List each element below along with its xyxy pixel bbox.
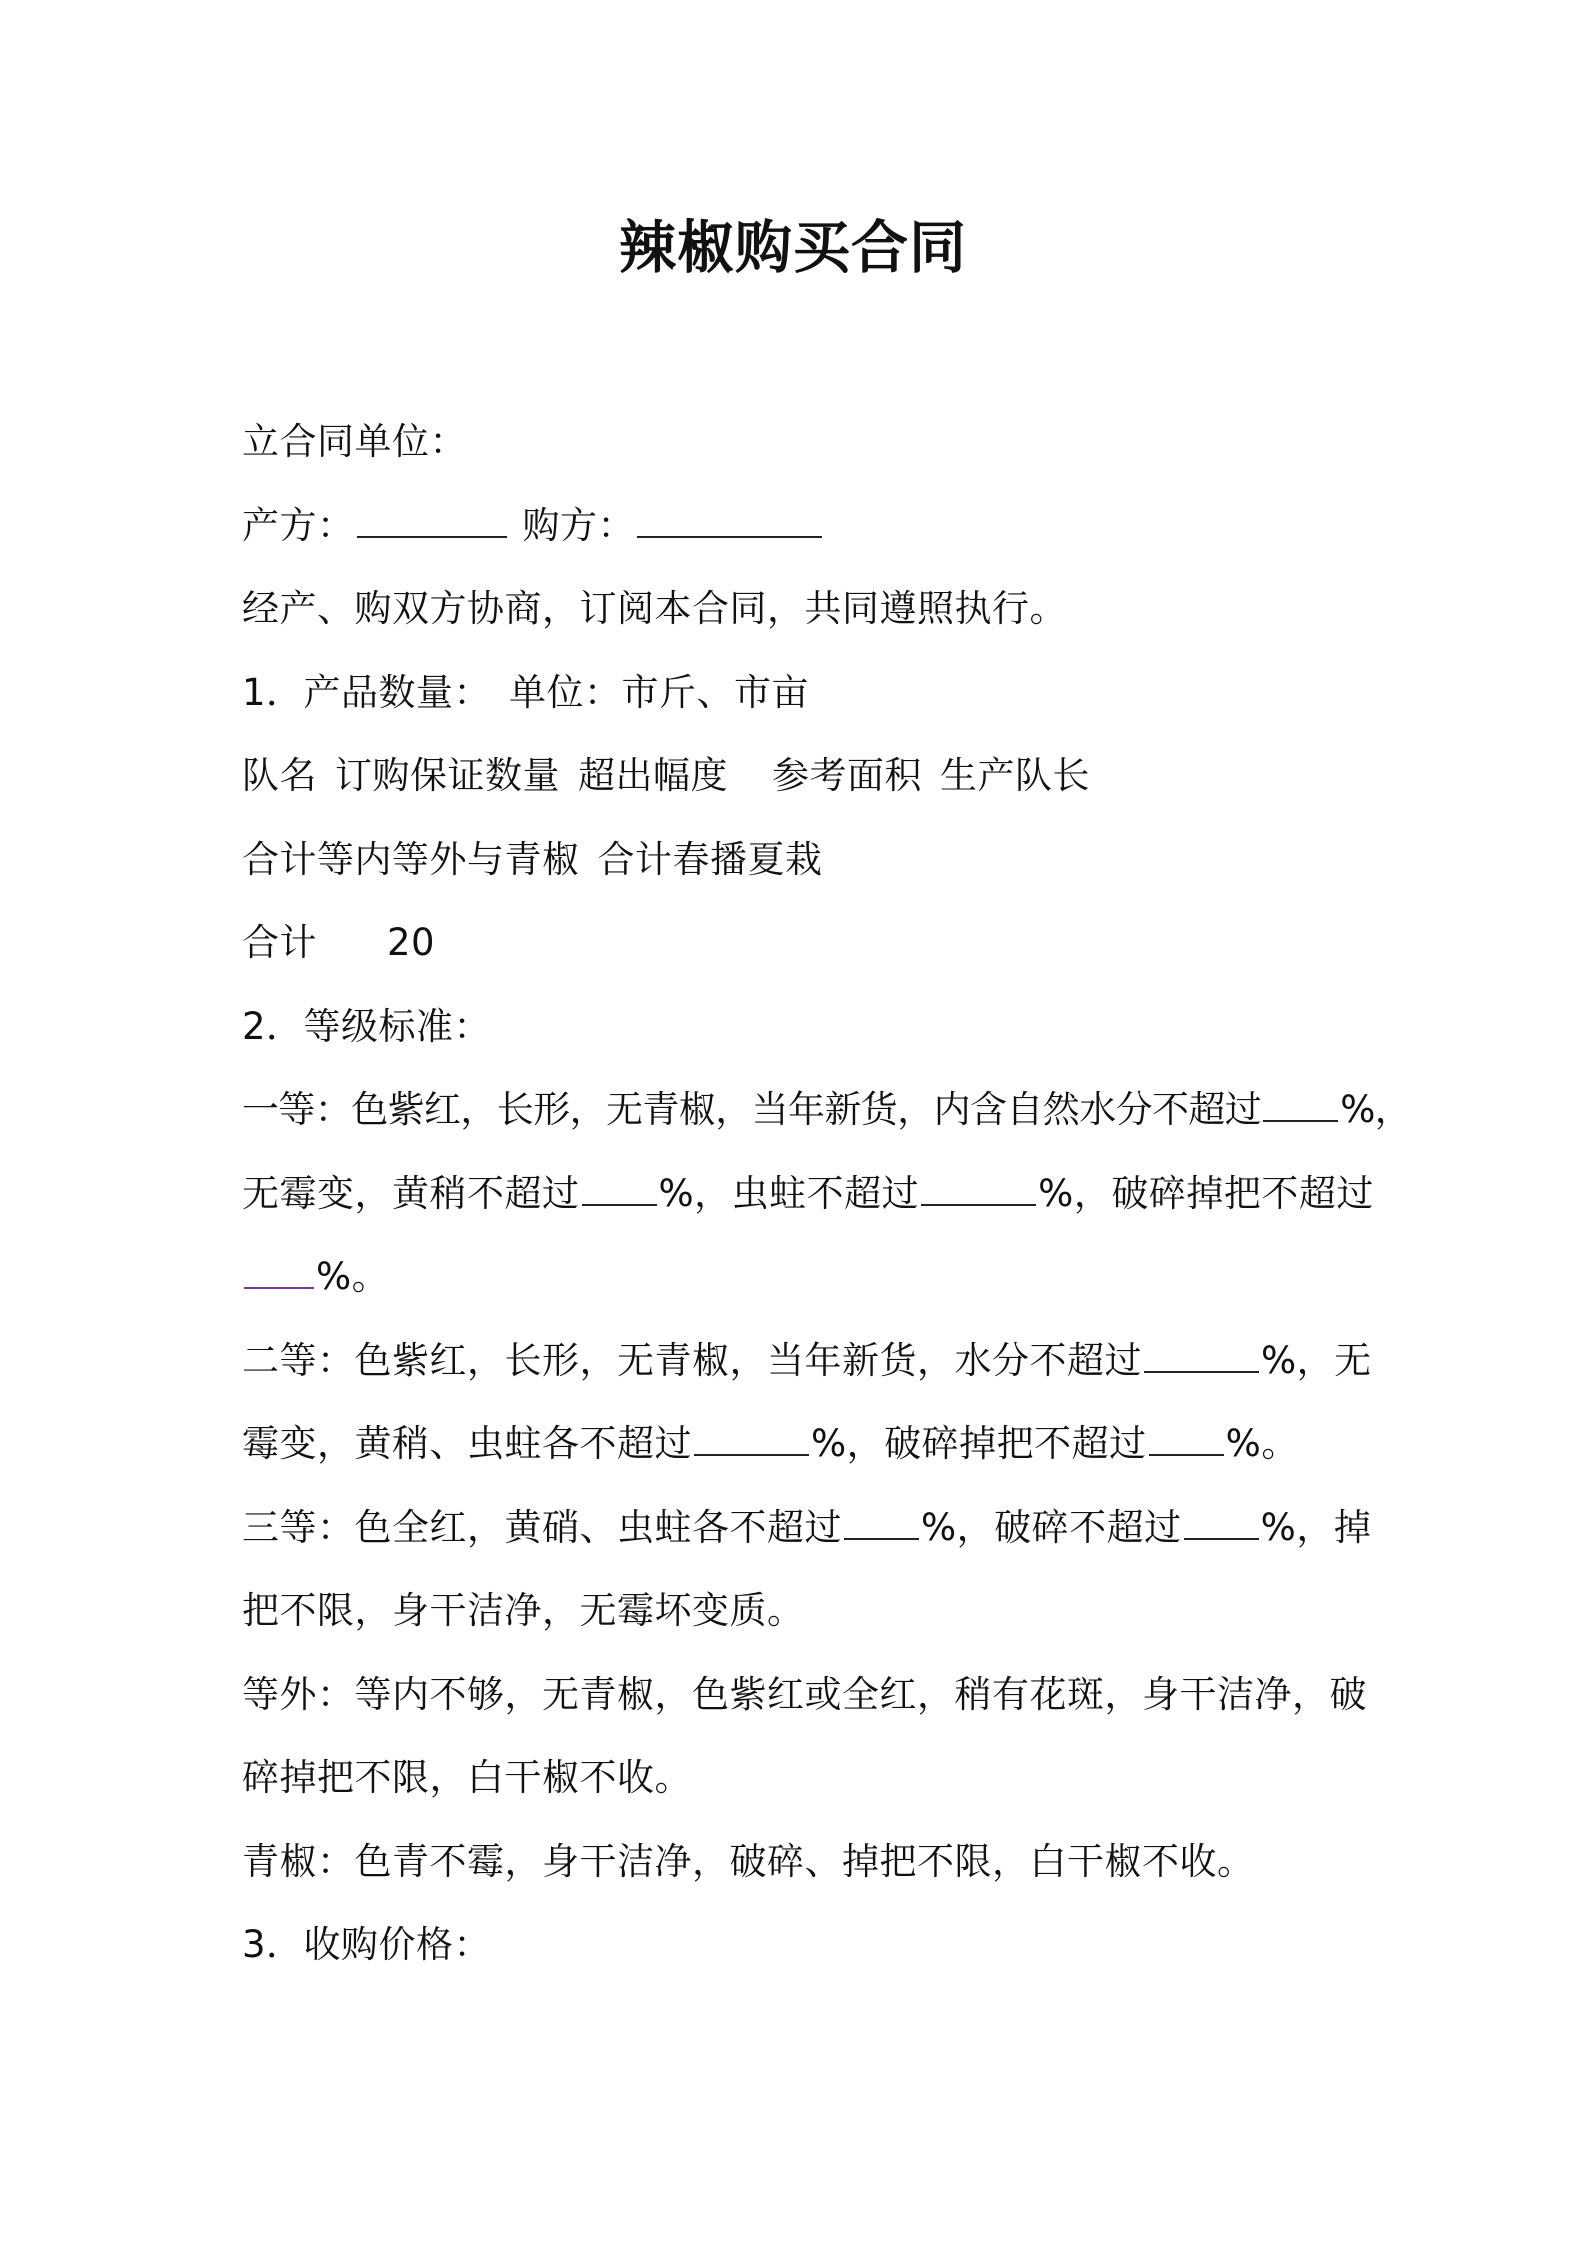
grade-2-line-2	[242, 1402, 1352, 1486]
intro-line: 经产、购双方协商，订阅本合同，共同遵照执行。	[242, 587, 1067, 630]
grade-1-text: %，破碎掉把不超过	[1038, 1171, 1374, 1215]
buyer-label: 购方：	[522, 503, 635, 547]
parties-label: 立合同单位：	[242, 420, 467, 463]
buyer-blank	[637, 506, 822, 538]
moisture-blank	[1263, 1090, 1338, 1122]
table-subheader-cell: 合计等内等外与青椒	[242, 837, 580, 881]
table-header-cell: 队名	[242, 754, 317, 797]
section-1-unit: 单位：市斤、市亩	[509, 670, 810, 714]
yellow-tip-blank	[582, 1174, 657, 1206]
grade-2-text: %，无	[1261, 1338, 1372, 1382]
yellow-insect-blank	[694, 1424, 809, 1456]
total-line	[242, 901, 1352, 985]
moisture-blank	[1144, 1341, 1259, 1373]
grade-1-text: %。	[316, 1255, 390, 1298]
grade-1-line-3	[242, 1235, 1352, 1319]
grade-outside-line-1: 等外：等内不够，无青椒，色紫红或全红，稍有花斑，身干洁净，破	[242, 1672, 1367, 1716]
green-pepper-line: 青椒：色青不霉，身干洁净，破碎、掉把不限，白干椒不收。	[242, 1839, 1255, 1883]
grade-3-line-2: 把不限，身干洁净，无霉坏变质。	[242, 1589, 805, 1632]
grade-2-text: %。	[1225, 1422, 1299, 1465]
total-value: 20	[387, 921, 436, 964]
seller-blank	[357, 506, 507, 538]
broken-blank	[244, 1257, 314, 1289]
section-1-label: 1．产品数量：	[242, 670, 492, 714]
grade-1-text: 无霉变，黄稍不超过	[242, 1171, 580, 1215]
grade-1-line-1	[242, 1068, 1412, 1152]
table-header-cell: 生产队长	[940, 754, 1090, 797]
seller-label: 产方：	[242, 503, 355, 547]
seller-buyer-line	[242, 484, 1352, 568]
section-3-line: 3．收购价格：	[242, 1923, 492, 1966]
grade-2-text: %，破碎掉把不超过	[811, 1422, 1147, 1465]
total-label: 合计	[242, 921, 317, 964]
contract-body	[242, 400, 1412, 1987]
contract-title: 辣椒购买合同	[619, 215, 967, 281]
table-header-cell: 参考面积	[772, 754, 922, 797]
grade-2-text: 二等：色紫红，长形，无青椒，当年新货，水分不超过	[242, 1338, 1142, 1382]
parties-line	[242, 400, 1352, 484]
section-1-line	[242, 651, 1352, 735]
broken-blank	[1149, 1424, 1224, 1456]
table-header-cell: 订购保证数量	[335, 754, 560, 797]
grade-1-text: %，	[1340, 1088, 1412, 1131]
grade-3-line-1	[242, 1486, 1372, 1570]
grade-3-text: 三等：色全红，黄硝、虫蛀各不超过	[242, 1505, 842, 1549]
table-header-line	[242, 734, 1352, 818]
grade-2-line-1	[242, 1319, 1372, 1403]
grade-1-text: %，虫蛀不超过	[658, 1171, 920, 1215]
grade-1-line-2	[242, 1152, 1374, 1236]
grade-1-text: 一等：色紫红，长形，无青椒，当年新货，内含自然水分不超过	[242, 1088, 1262, 1131]
section-2-line: 2．等级标准：	[242, 1004, 492, 1048]
table-header-cell: 超出幅度	[578, 754, 728, 797]
table-subheader-line	[242, 818, 1352, 902]
insect-blank	[921, 1174, 1036, 1206]
broken-blank	[1184, 1508, 1259, 1540]
grade-3-text: %，破碎不超过	[921, 1505, 1182, 1549]
grade-3-text: %，掉	[1260, 1505, 1372, 1549]
yellow-insect-blank	[844, 1508, 919, 1540]
table-subheader-cell: 合计春播夏栽	[597, 837, 823, 881]
grade-outside-line-2: 碎掉把不限，白干椒不收。	[242, 1756, 692, 1799]
grade-2-text: 霉变，黄稍、虫蛀各不超过	[242, 1422, 692, 1465]
